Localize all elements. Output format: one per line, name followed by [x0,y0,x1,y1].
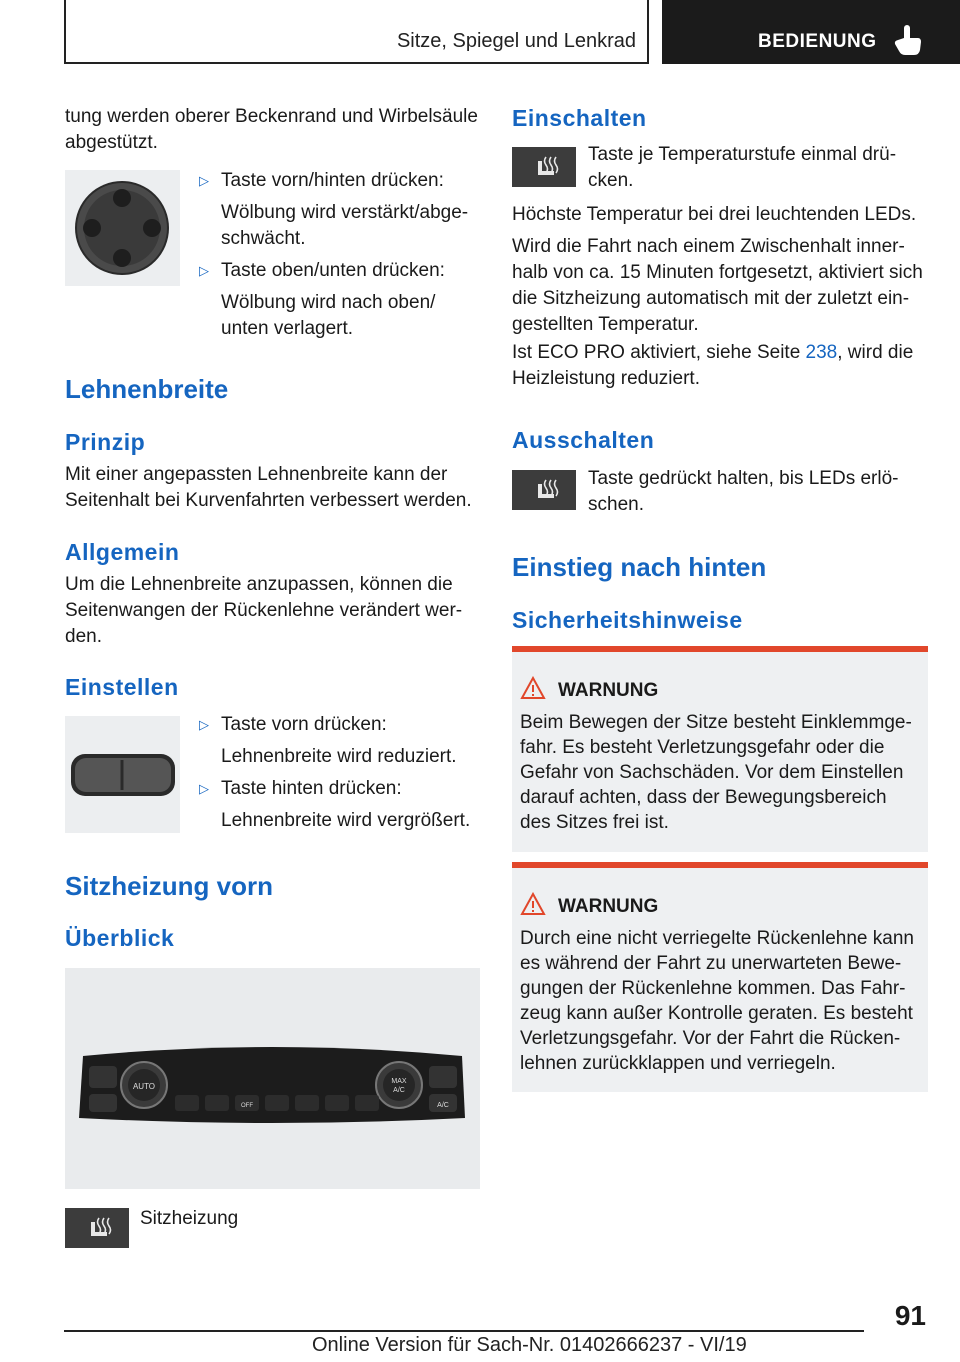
einschalten-paragraph-1: Höchste Temperatur bei drei leuchtenden LEDs. [512,204,917,225]
chapter-label: BEDIENUNG [758,31,877,52]
einschalten-paragraph-2: Wird die Fahrt nach einem Zwischenhalt inner‐ halb von ca. 15 Minuten fortgesetzt, aktiviert sich die Sitzheizung automatisch mit der zuletzt ein‐ gestellten Temperatur. [512,236,923,335]
heading-einstellen: Einstellen [65,674,179,700]
warning-box-2 [512,862,928,1092]
warning-triangle-icon [520,892,546,916]
warning-box-1 [512,646,928,852]
list-result: Wölbung wird verstärkt/abge‐ schwächt. [221,202,469,249]
triangle-bullet-icon: ▷ [199,717,209,732]
header-section-title: Sitze, Spiegel und Lenkrad [396,30,636,52]
heading-sicherheitshinweise: Sicherheitshinweise [512,607,743,633]
heading-prinzip: Prinzip [65,429,146,455]
max-label: MAX [391,1078,407,1085]
online-version-note: Online Version für Sach-Nr. 01402666237 - VI/19 [312,1334,747,1356]
footer-divider [64,1330,864,1332]
width-control-image [65,716,180,833]
list-step: Taste vorn/hinten drücken: [221,170,444,191]
ac-label: A/C [393,1087,405,1094]
list-result: Lehnenbreite wird vergrößert. [221,810,471,831]
warning-title: WARNUNG [558,680,659,701]
list-result: Lehnenbreite wird reduziert. [221,746,457,767]
lumbar-list [199,168,479,342]
climate-panel-image [65,968,480,1189]
triangle-bullet-icon: ▷ [199,173,209,188]
sitzheizung-caption: Sitzheizung [140,1208,239,1229]
list-item [199,776,479,802]
heading-ausschalten: Ausschalten [512,427,655,453]
list-step: Taste hinten drücken: [221,778,402,799]
seat-heating-button-image [512,470,576,510]
page-number: 91 [894,1300,926,1331]
list-step: Taste vorn drücken: [221,714,387,735]
list-step: Taste oben/unten drücken: [221,260,445,281]
off-label: OFF [241,1103,253,1109]
warning-title: WARNUNG [558,896,659,917]
chapter-tab[interactable] [662,0,960,64]
warning-text: Durch eine nicht verriegelte Rückenlehne kann es während der Fahrt zu unerwarteten Bewe‐ gungen der Rückenlehne kommen. Das Fahr‐ zeug kann außer Kontrolle geraten. Es besteht Verletzungsgefahr. Vor der Fahrt die Rücken‐ lehnen zurückklappen und verriegeln. [520,928,914,1074]
seat-heating-icon [512,470,576,510]
lumbar-control-image [65,170,180,286]
einschalten-step: Taste je Temperaturstufe einmal drü‐ cken. [588,144,897,191]
seat-heating-button-image [512,147,576,187]
heading-ueberblick: Überblick [65,925,175,951]
prinzip-paragraph: Mit einer angepassten Lehnenbreite kann der Seitenhalt bei Kurvenfahrten verbessert werden. [65,464,472,511]
list-item [199,258,479,284]
allgemein-paragraph: Um die Lehnenbreite anzupassen, können die Seitenwangen der Rückenlehne verändert wer‐ den. [65,574,463,647]
heading-lehnenbreite: Lehnenbreite [65,374,229,404]
auto-label: AUTO [132,1082,156,1091]
triangle-bullet-icon: ▷ [199,263,209,278]
seat-heating-icon [65,1208,129,1248]
ausschalten-step: Taste gedrückt halten, bis LEDs erlö‐ schen. [588,468,899,515]
page-link[interactable]: 238 [805,342,838,363]
warning-text: Beim Bewegen der Sitze besteht Einklemmge‐ fahr. Es besteht Verletzungsgefahr oder die Gefahr von Sachschäden. Vor dem Einstellen darauf achten, dass der Bewegungsbereich des Sitzes frei ist. [520,712,912,833]
list-item [199,168,479,194]
heading-allgemein: Allgemein [65,539,180,565]
ac2-label: A/C [437,1102,449,1109]
triangle-bullet-icon: ▷ [199,781,209,796]
intro-paragraph: tung werden oberer Beckenrand und Wirbelsäule abgestützt. [65,106,478,153]
warning-triangle-icon [520,676,546,700]
width-list [199,712,479,834]
heading-einstieg-nach-hinten: Einstieg nach hinten [512,552,767,582]
pointing-hand-icon [894,24,922,56]
list-result: Wölbung wird nach oben/ unten verlagert. [221,292,436,339]
heading-sitzheizung-vorn: Sitzheizung vorn [65,871,273,901]
heading-einschalten: Einschalten [512,105,647,131]
einschalten-paragraph-3: Ist ECO PRO aktiviert, siehe Seite 238, wird die Heizleistung reduziert. [512,342,914,389]
seat-heating-button-image [65,1208,129,1248]
seat-heating-icon [512,147,576,187]
list-item [199,712,479,738]
